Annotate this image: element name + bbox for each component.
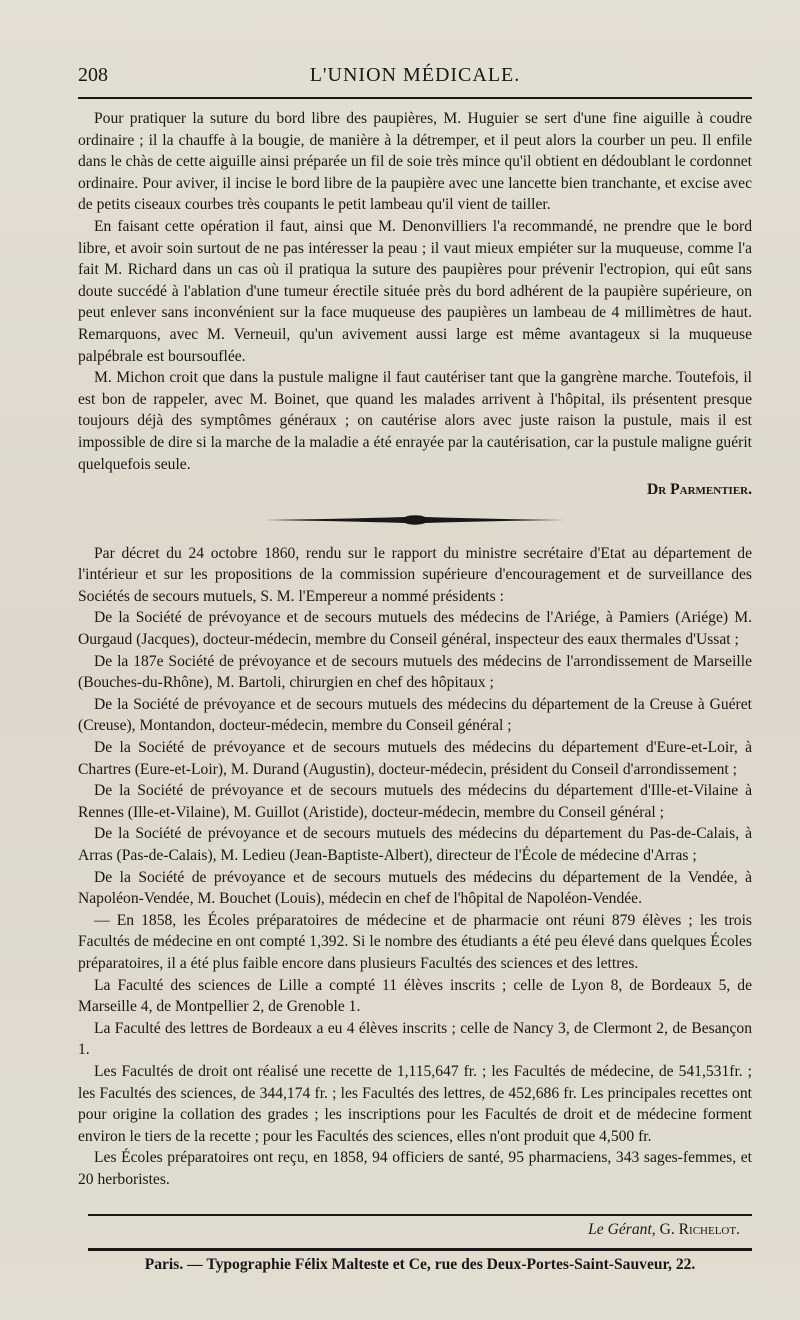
- paragraph: M. Michon croit que dans la pustule maligne il faut cautériser tant que la gangrène marche. Toutefois, il est bon de rappeler, avec M. Boinet, que quand les malades arrivent à l'hôpital, ils présentent presque toujours déjà des symptômes généraux ; on cautérise alors avec juste raison la pustule, mais il est impossible de dire si la marche de la maladie a été enrayée par la cautérisation, car la pustule maligne guérit quelquefois seule.: [78, 369, 752, 473]
- paragraph: En faisant cette opération il faut, ainsi que M. Denonvilliers l'a recommandé, ne prendre que le bord libre, et avoir soin surtout de ne pas intéresser la peau ; il vaut mieux empiéter sur la muqueuse, comme l'a fait M. Richard dans un cas où il pratiqua la suture des paupières pour prévenir l'ectropion, qui eût sans doute succédé à l'ablation d'une tumeur érectile située près du bord adhérent de la paupière supérieure, on peut enlever sans inconvénient sur la face muqueuse des paupières un lambeau de 4 millimètres de haut. Remarquons, avec M. Verneuil, qu'un avivement aussi large est même avantageux si la muqueuse palpébrale est boursouflée.: [78, 217, 752, 365]
- gerant-rule: [88, 1214, 752, 1216]
- page-header: [78, 60, 752, 90]
- paragraph: Les Facultés de droit ont réalisé une recette de 1,115,647 fr. ; les Facultés de médecine, de 541,531fr. ; les Facultés des sciences, de 344,174 fr. ; les Facultés des lettres, de 452,686 fr. Les principales recettes ont pour origine la collation des grades ; les inscriptions pour les Facultés de droit et de médecine forment environ le tiers de la recette ; pour les Facultés des sciences, elles n'ont produit que 4,500 fr.: [78, 1062, 752, 1145]
- article-body: [78, 108, 752, 1191]
- paragraph: De la Société de prévoyance et de secours mutuels des médecins du département d'Eure-et-Loir, à Chartres (Eure-et-Loir), M. Durand (Augustin), docteur-médecin, président du Conseil d'arrondissement ;: [78, 739, 752, 778]
- author-signature: Dr Parmentier.: [647, 481, 752, 499]
- paragraph: De la Société de prévoyance et de secours mutuels des médecins du département d'Ille-et-Vilaine à Rennes (Ille-et-Vilaine), M. Guillot (Aristide), docteur-médecin, membre du Conseil général ;: [78, 782, 752, 821]
- gerant-label: Le Gérant,: [588, 1221, 656, 1238]
- gerant-name: G. Richelot.: [659, 1221, 740, 1238]
- page-number: 208: [78, 64, 108, 86]
- ornamental-separator: [78, 507, 752, 533]
- paragraph: Pour pratiquer la suture du bord libre des paupières, M. Huguier se sert d'une fine aiguille à coudre ordinaire ; il la chauffe à la bougie, de manière à la détremper, et il peut alors la courber un peu. Il enfile dans le chàs de cette aiguille ainsi préparée un fil de soie très mince qu'il obtient en dédoublant le cordonnet ordinaire. Pour aviver, il incise le bord libre de la paupière avec une lancette bien tranchante, et excise avec de petits ciseaux courbes très coupants le petit lambeau qu'il vient de tailler.: [78, 110, 752, 214]
- separator-ornament-icon: [265, 513, 565, 527]
- paragraph: La Faculté des lettres de Bordeaux a eu 4 élèves inscrits ; celle de Nancy 3, de Clermont 2, de Besançon 1.: [78, 1019, 752, 1059]
- footer-rule: [88, 1248, 752, 1251]
- printer-imprint: Paris. — Typographie Félix Malteste et Ce, rue des Deux-Portes-Saint-Sauveur, 22.: [144, 1256, 696, 1273]
- paragraph: La Faculté des sciences de Lille a compté 11 élèves inscrits ; celle de Lyon 8, de Bordeaux 5, de Marseille 4, de Montpellier 2, de Grenoble 1.: [78, 976, 752, 1016]
- paragraph: — En 1858, les Écoles préparatoires de médecine et de pharmacie ont réuni 879 élèves ; les trois Facultés de médecine en ont compté 1,392. Si le nombre des étudiants a été peu élevé dans quelques Écoles préparatoires, il a été plus faible encore dans plusieurs Facultés des sciences et des lettres.: [78, 911, 752, 972]
- paragraph: De la Société de prévoyance et de secours mutuels des médecins du département du Pas-de-Calais, à Arras (Pas-de-Calais), M. Ledieu (Jean-Baptiste-Albert), directeur de l'École de médecine d'Arras ;: [78, 825, 752, 864]
- running-title: L'UNION MÉDICALE.: [309, 64, 521, 86]
- paragraph: Les Écoles préparatoires ont reçu, en 1858, 94 officiers de santé, 95 pharmaciens, 343 sages-femmes, et 20 herboristes.: [78, 1149, 752, 1188]
- paragraph: De la Société de prévoyance et de secours mutuels des médecins du département de la Creuse à Guéret (Creuse), Montandon, docteur-médecin, membre du Conseil général ;: [78, 695, 752, 735]
- header-rule: [78, 97, 752, 99]
- gerant-line: [588, 1221, 740, 1239]
- paragraph: De la Société de prévoyance et de secours mutuels des médecins de l'Ariége, à Pamiers (Ariége) M. Ourgaud (Jacques), docteur-médecin, membre du Conseil général, inspecteur des eaux thermales d'Ussat ;: [78, 609, 752, 649]
- paragraph: Par décret du 24 octobre 1860, rendu sur le rapport du ministre secrétaire d'Etat au département de l'intérieur et sur les propositions de la commission supérieure d'encouragement et de surveillance des Sociétés de secours mutuels, S. M. l'Empereur a nommé présidents :: [78, 544, 752, 605]
- paragraph: De la 187e Société de prévoyance et de secours mutuels des médecins de l'arrondissement de Marseille (Bouches-du-Rhône), M. Bartoli, chirurgien en chef des hôpitaux ;: [78, 652, 752, 692]
- paragraph: De la Société de prévoyance et de secours mutuels des médecins du département de la Vendée, à Napoléon-Vendée, M. Bouchet (Louis), médecin en chef de l'hôpital de Napoléon-Vendée.: [78, 868, 752, 908]
